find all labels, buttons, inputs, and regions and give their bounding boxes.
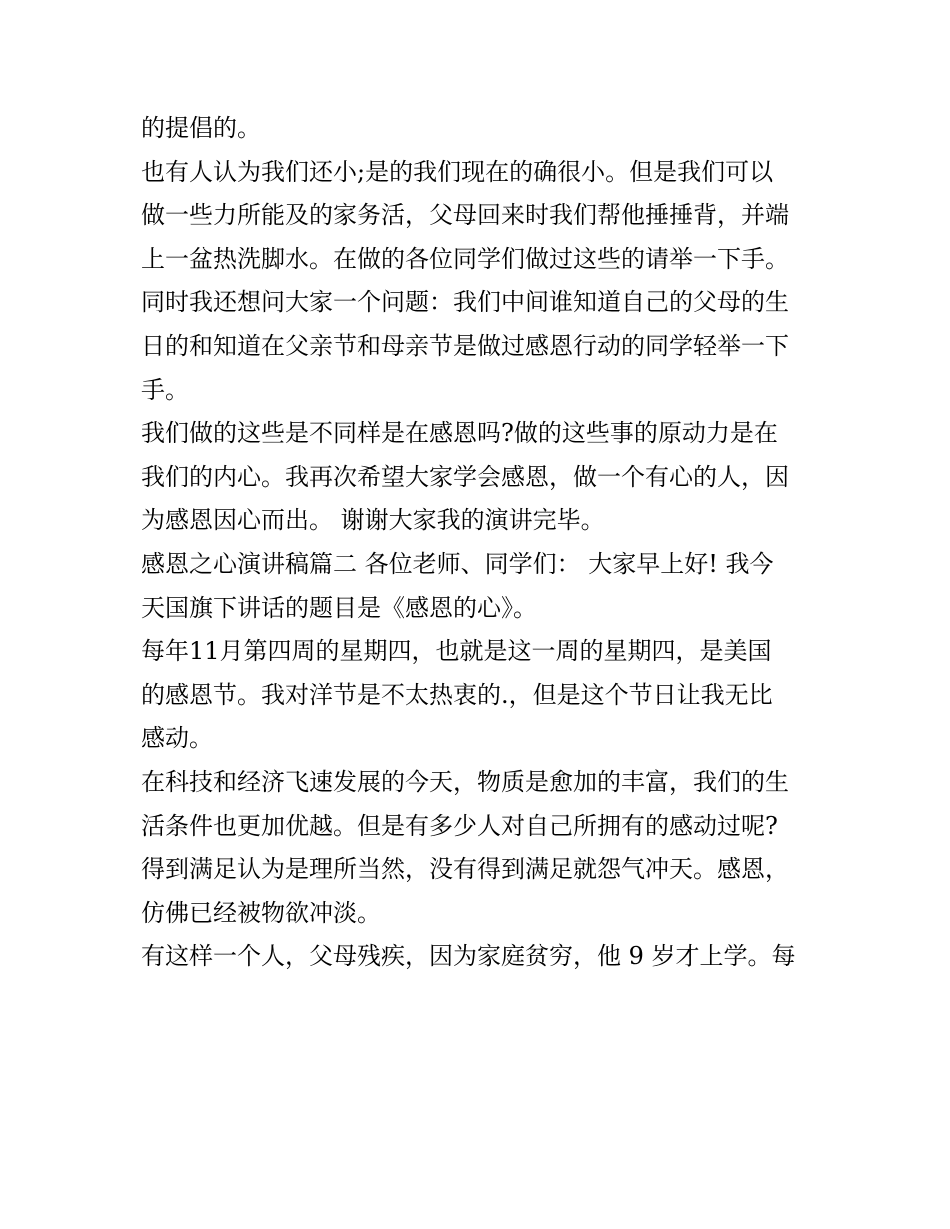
- text-line: 仿佛已经被物欲冲淡。: [141, 898, 381, 927]
- text-line: 感恩之心演讲稿篇二 各位老师、同学们： 大家早上好! 我今: [141, 549, 774, 578]
- text-line: 天国旗下讲话的题目是《感恩的心》。: [141, 593, 537, 622]
- text-line: 的提倡的。: [141, 114, 261, 142]
- text-line: 活条件也更加优越。但是有多少人对自己所拥有的感动过呢?: [141, 811, 778, 840]
- text-line: 我们的内心。我再次希望大家学会感恩，做一个有心的人，因: [141, 462, 789, 491]
- text-line: 得到满足认为是理所当然，没有得到满足就怨气冲天。感恩，: [141, 855, 789, 884]
- text-line: 也有人认为我们还小;是的我们现在的确很小。但是我们可以: [141, 157, 774, 186]
- text-line: 日的和知道在父亲节和母亲节是做过感恩行动的同学轻举一下: [141, 331, 789, 360]
- text-line: 同时我还想问大家一个问题：我们中间谁知道自己的父母的生: [141, 288, 789, 317]
- text-line: 手。: [141, 375, 189, 404]
- text-line: 感动。: [141, 724, 213, 753]
- text-line: 有这样一个人，父母残疾，因为家庭贫穷，他 9 岁才上学。每: [141, 942, 796, 971]
- document-body: [141, 107, 821, 979]
- text-line: 为感恩因心而出。 谢谢大家我的演讲完毕。: [141, 506, 605, 535]
- text-line: 在科技和经济飞速发展的今天，物质是愈加的丰富，我们的生: [141, 767, 789, 796]
- text-line: 做一些力所能及的家务活，父母回来时我们帮他捶捶背，并端: [141, 201, 789, 230]
- text-line: 的感恩节。我对洋节是不太热衷的.，但是这个节日让我无比: [141, 680, 773, 709]
- text-line: 上一盆热洗脚水。在做的各位同学们做过这些的请举一下手。: [141, 244, 789, 273]
- text-line: 每年11月第四周的星期四，也就是这一周的星期四，是美国: [141, 637, 772, 666]
- text-line: 我们做的这些是不同样是在感恩吗?做的这些事的原动力是在: [141, 419, 778, 448]
